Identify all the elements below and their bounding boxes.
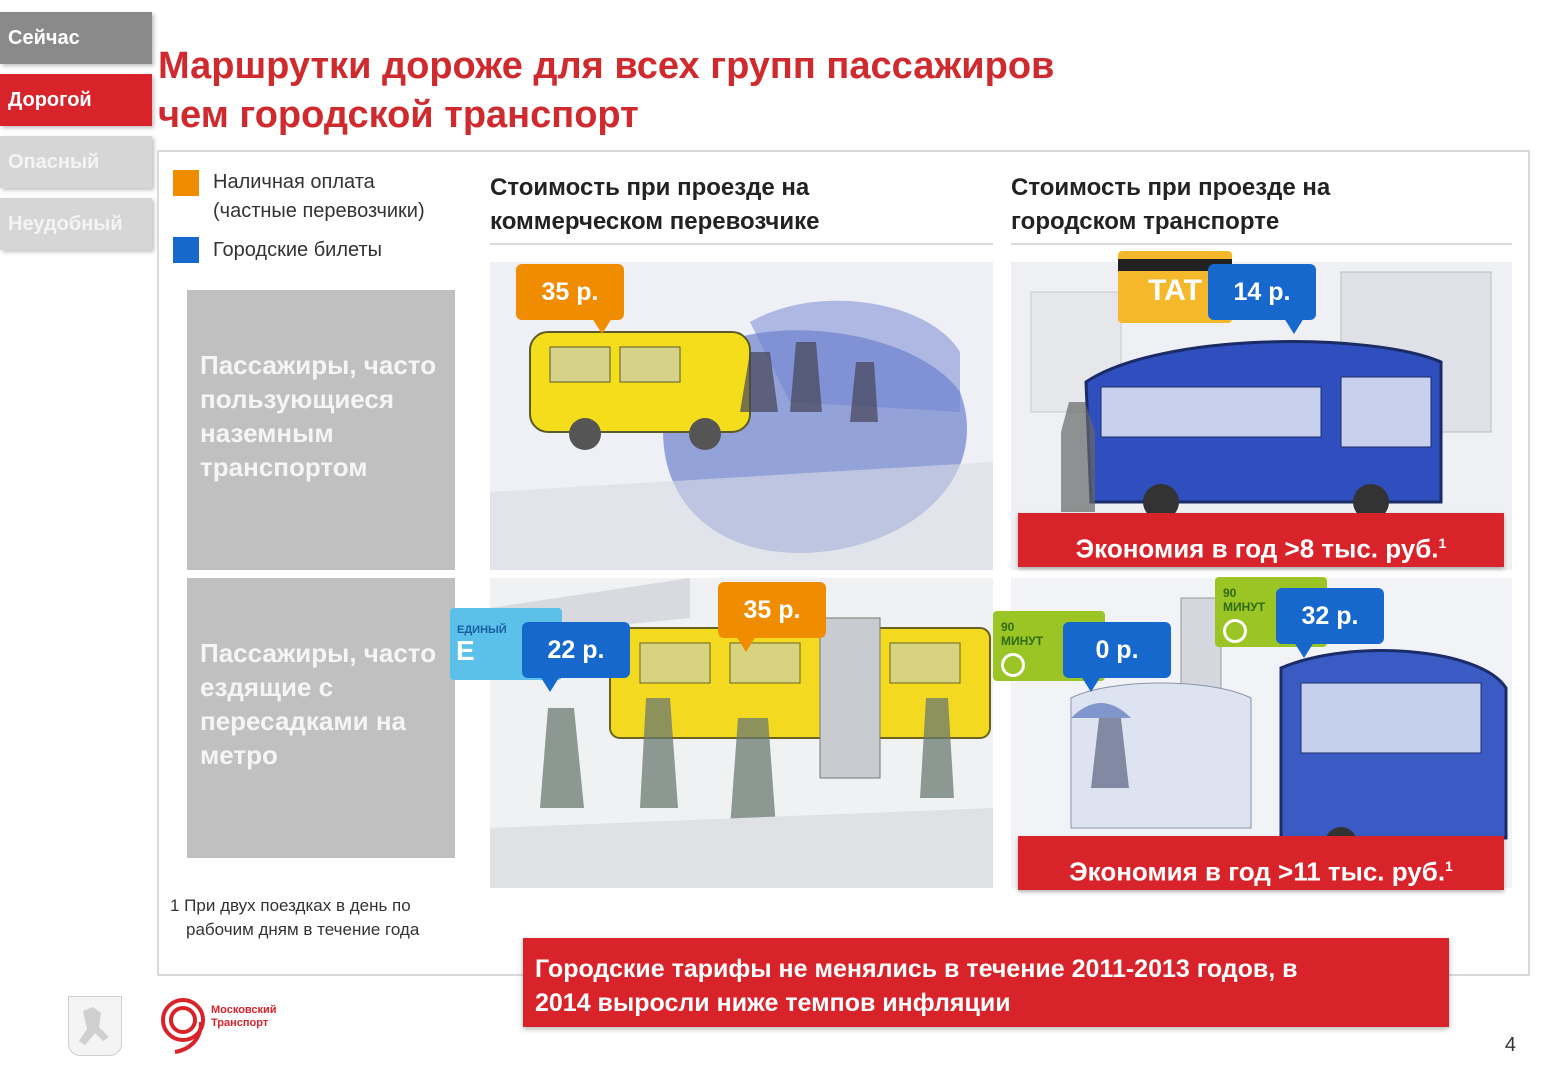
- savings-row2-text: Экономия в год >11 тыс. руб.: [1069, 856, 1446, 887]
- column-header-commercial: [490, 171, 993, 245]
- savings-banner-row1: [1018, 513, 1504, 567]
- transport-logo-icon: [157, 996, 209, 1054]
- edinyi-ticket-header: ЕДИНЫЙ: [457, 624, 507, 636]
- price-bubble-row1-city: 14 р.: [1208, 264, 1316, 320]
- tariff-callout: [523, 938, 1449, 1027]
- legend-cash-line2: (частные перевозчики): [213, 200, 425, 222]
- tab-inconvenient[interactable]: Неудобный: [0, 198, 152, 250]
- coat-of-arms-svg: [69, 997, 121, 1055]
- footnote-line2: рабочим дням в течение года: [186, 920, 420, 939]
- tariff-callout-line2: 2014 выросли ниже темпов инфляции: [535, 989, 1011, 1017]
- transport-logo-text: [211, 1004, 277, 1030]
- price-bubble-row2-city-transfer: 0 р.: [1063, 622, 1171, 678]
- legend-cash-swatch: [173, 170, 199, 196]
- strelka-card-text: TAT: [1148, 274, 1202, 307]
- tariff-callout-line1: Городские тарифы не менялись в течение 2011-2013 годов, в: [535, 955, 1298, 983]
- legend-cash-label: [213, 168, 425, 226]
- page-title-line1: Маршрутки дороже для всех групп пассажиров: [158, 45, 1055, 87]
- edinyi-ticket-letter: Е: [456, 635, 475, 666]
- column-header-commercial-line1: Стоимость при проезде на: [490, 174, 810, 201]
- ticket-90min-left-number: 90: [1001, 620, 1015, 634]
- page-title: [158, 42, 1258, 140]
- price-bubble-row2-city: 32 р.: [1276, 588, 1384, 644]
- footnote-line1: 1 При двух поездках в день по: [170, 896, 411, 915]
- savings-row1-footnote-mark: 1: [1438, 535, 1447, 551]
- legend-city-label: Городские билеты: [213, 239, 382, 261]
- clock-icon: [1223, 619, 1247, 643]
- footnote: [170, 894, 470, 942]
- price-bubble-row2-commercial-cash: 35 р.: [718, 582, 826, 638]
- page-title-line2: чем городской транспорт: [158, 94, 639, 136]
- savings-row2-footnote-mark: 1: [1445, 858, 1453, 874]
- column-header-city-line1: Стоимость при проезде на: [1011, 174, 1331, 201]
- page-number: 4: [1504, 1034, 1516, 1056]
- column-header-city-line2: городском транспорте: [1011, 208, 1280, 235]
- moscow-transport-logo: [157, 996, 297, 1054]
- legend-city-swatch: [173, 237, 199, 263]
- column-header-commercial-line2: коммерческом перевозчике: [490, 208, 820, 235]
- savings-row1-text: Экономия в год >8 тыс. руб.: [1075, 533, 1439, 564]
- tab-now[interactable]: Сейчас: [0, 12, 152, 64]
- group-metro-transfer: Пассажиры, часто ездящие с пересадками на метро: [187, 578, 455, 858]
- tab-dangerous[interactable]: Опасный: [0, 136, 152, 188]
- transport-logo-line1: Московский: [211, 1004, 277, 1016]
- ticket-90min-left-unit: МИНУТ: [1001, 634, 1044, 648]
- savings-banner-row2: [1018, 836, 1504, 890]
- ticket-90min-right-unit: МИНУТ: [1223, 600, 1266, 614]
- ticket-90min-right-number: 90: [1223, 586, 1237, 600]
- tab-expensive[interactable]: Дорогой: [0, 74, 152, 126]
- moscow-coat-of-arms-icon: [68, 996, 122, 1056]
- clock-icon: [1001, 653, 1025, 677]
- transport-logo-line2: Транспорт: [211, 1017, 269, 1029]
- price-bubble-row1-commercial: 35 р.: [516, 264, 624, 320]
- legend-cash-line1: Наличная оплата: [213, 171, 375, 193]
- group-ground-transport: Пассажиры, часто пользующиеся наземным транспортом: [187, 290, 455, 570]
- column-header-city: [1011, 171, 1512, 245]
- price-bubble-row2-commercial-ticket: 22 р.: [522, 622, 630, 678]
